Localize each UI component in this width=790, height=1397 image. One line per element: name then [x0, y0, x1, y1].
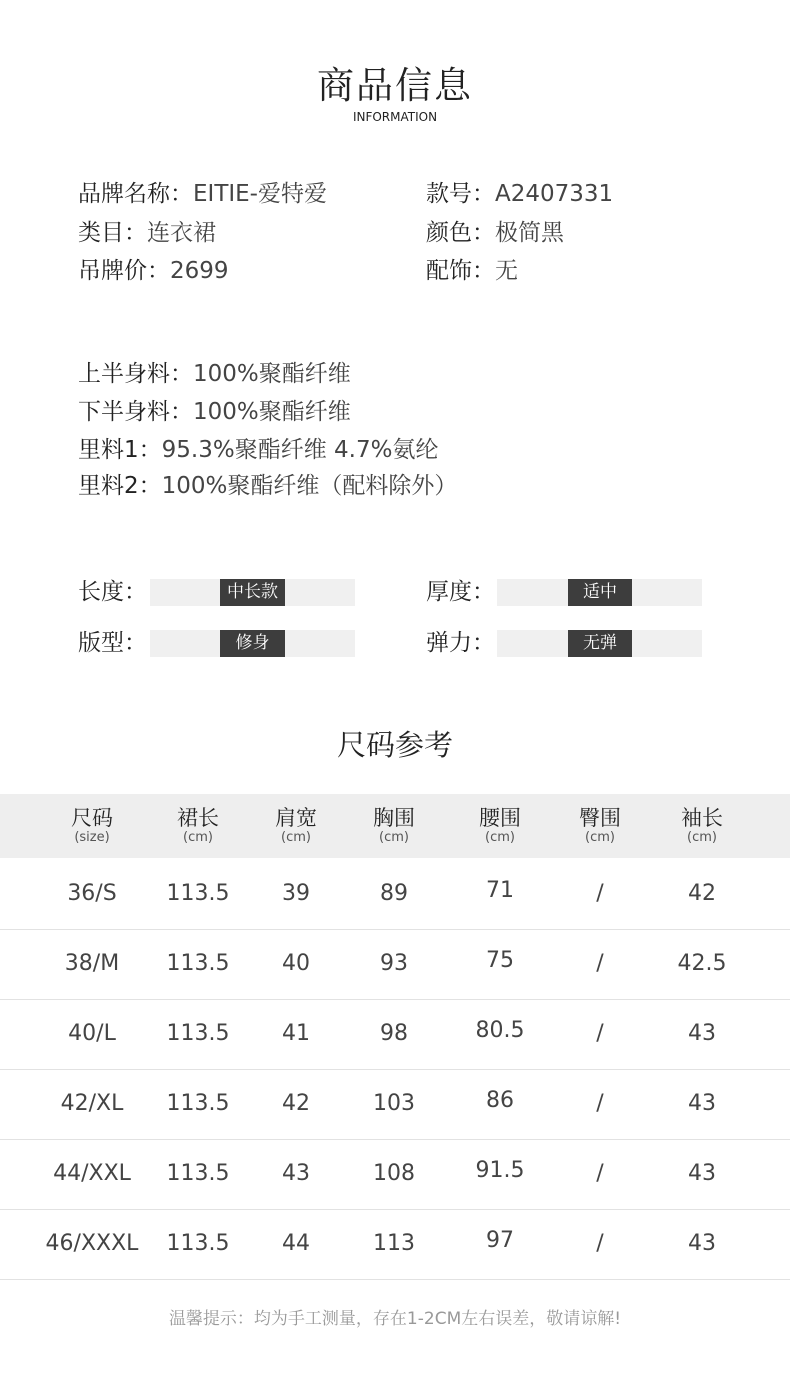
cell-size: 44/XXL: [53, 1161, 131, 1186]
brand-row: [78, 178, 327, 210]
cell-hip: /: [596, 1091, 604, 1116]
table-row: [0, 999, 790, 1070]
category-row: [78, 217, 216, 249]
brand-value: EITIE-爱特爱: [193, 181, 327, 207]
accessory-label: 配饰：: [426, 258, 495, 284]
cell-bust: 98: [380, 1021, 408, 1046]
cell-hip: /: [596, 1021, 604, 1046]
header-sleeve: 袖长 (cm): [681, 806, 723, 845]
header-dress-length: 裙长 (cm): [177, 806, 219, 845]
cell-sleeve: 43: [688, 1161, 716, 1186]
cell-dress-length: 113.5: [166, 1231, 230, 1256]
price-value: 2699: [170, 258, 229, 284]
price-row: [78, 255, 229, 287]
cell-waist: 80.5: [475, 1018, 525, 1043]
cell-sleeve: 43: [688, 1091, 716, 1116]
thickness-label: 厚度：: [426, 579, 495, 605]
cell-sleeve: 42.5: [677, 951, 727, 976]
header-waist: 腰围 (cm): [479, 806, 521, 845]
cell-size: 46/XXXL: [45, 1231, 139, 1256]
cell-waist: 75: [486, 948, 514, 973]
cell-dress-length: 113.5: [166, 951, 230, 976]
accessory-row: [426, 255, 518, 287]
cell-dress-length: 113.5: [166, 1091, 230, 1116]
table-row: [0, 1209, 790, 1280]
cell-bust: 103: [373, 1091, 415, 1116]
stretch-label: 弹力：: [426, 630, 495, 656]
cell-waist: 86: [486, 1088, 514, 1113]
cell-sleeve: 42: [688, 881, 716, 906]
length-tag: 中长款: [220, 579, 285, 606]
style-number-label: 款号：: [426, 181, 495, 207]
color-label: 颜色：: [426, 220, 495, 246]
material-value: 100%聚酯纤维: [193, 399, 351, 425]
color-value: 极简黑: [495, 220, 564, 246]
cell-size: 40/L: [68, 1021, 116, 1046]
cell-size: 42/XL: [60, 1091, 124, 1116]
style-number-row: [426, 178, 613, 210]
cell-dress-length: 113.5: [166, 1161, 230, 1186]
material-label: 里料2：: [78, 473, 162, 499]
material-label: 里料1：: [78, 437, 162, 463]
material-label: 上半身料：: [78, 361, 193, 387]
cell-size: 38/M: [64, 951, 120, 976]
brand-label: 品牌名称：: [78, 181, 193, 207]
length-label: 长度：: [78, 579, 147, 605]
style-number-value: A2407331: [495, 181, 614, 207]
table-row: [0, 859, 790, 930]
material-lining-2: [78, 470, 457, 502]
material-lining-1: [78, 434, 438, 466]
cell-sleeve: 43: [688, 1231, 716, 1256]
cell-hip: /: [596, 951, 604, 976]
cell-dress-length: 113.5: [166, 881, 230, 906]
price-label: 吊牌价：: [78, 258, 170, 284]
material-value: 95.3%聚酯纤维 4.7%氨纶: [161, 437, 439, 463]
measurement-note: 温馨提示：均为手工测量，存在1-2CM左右误差，敬请谅解!: [168, 1309, 622, 1329]
size-chart-title: 尺码参考: [336, 728, 453, 762]
cell-hip: /: [596, 1231, 604, 1256]
cell-shoulder: 39: [282, 881, 310, 906]
header-size: 尺码 (size): [71, 806, 113, 845]
category-value: 连衣裙: [147, 220, 216, 246]
cell-shoulder: 42: [282, 1091, 310, 1116]
cell-waist: 91.5: [475, 1158, 525, 1183]
cell-sleeve: 43: [688, 1021, 716, 1046]
cell-shoulder: 44: [282, 1231, 310, 1256]
cell-shoulder: 43: [282, 1161, 310, 1186]
table-row: [0, 1139, 790, 1210]
material-value: 100%聚酯纤维: [193, 361, 351, 387]
header-shoulder: 肩宽 (cm): [275, 806, 317, 845]
page-title: 商品信息: [317, 64, 473, 107]
cell-bust: 89: [380, 881, 408, 906]
cell-bust: 113: [373, 1231, 415, 1256]
color-row: [426, 217, 564, 249]
cell-waist: 71: [486, 878, 514, 903]
page-subtitle: INFORMATION: [352, 110, 438, 124]
category-label: 类目：: [78, 220, 147, 246]
size-table-header: [0, 794, 790, 858]
cell-bust: 108: [373, 1161, 415, 1186]
cell-hip: /: [596, 1161, 604, 1186]
header-bust: 胸围 (cm): [373, 806, 415, 845]
thickness-tag: 适中: [568, 579, 632, 606]
fit-tag: 修身: [220, 630, 285, 657]
table-row: [0, 929, 790, 1000]
cell-shoulder: 41: [282, 1021, 310, 1046]
material-value: 100%聚酯纤维（配料除外）: [161, 473, 458, 499]
material-lower: [78, 396, 351, 428]
cell-shoulder: 40: [282, 951, 310, 976]
cell-bust: 93: [380, 951, 408, 976]
fit-label: 版型：: [78, 630, 147, 656]
material-upper: [78, 358, 351, 390]
material-label: 下半身料：: [78, 399, 193, 425]
table-row: [0, 1069, 790, 1140]
cell-hip: /: [596, 881, 604, 906]
cell-dress-length: 113.5: [166, 1021, 230, 1046]
header-hip: 臀围 (cm): [579, 806, 621, 845]
cell-waist: 97: [486, 1228, 514, 1253]
cell-size: 36/S: [67, 881, 117, 906]
accessory-value: 无: [495, 258, 518, 284]
stretch-tag: 无弹: [568, 630, 632, 657]
